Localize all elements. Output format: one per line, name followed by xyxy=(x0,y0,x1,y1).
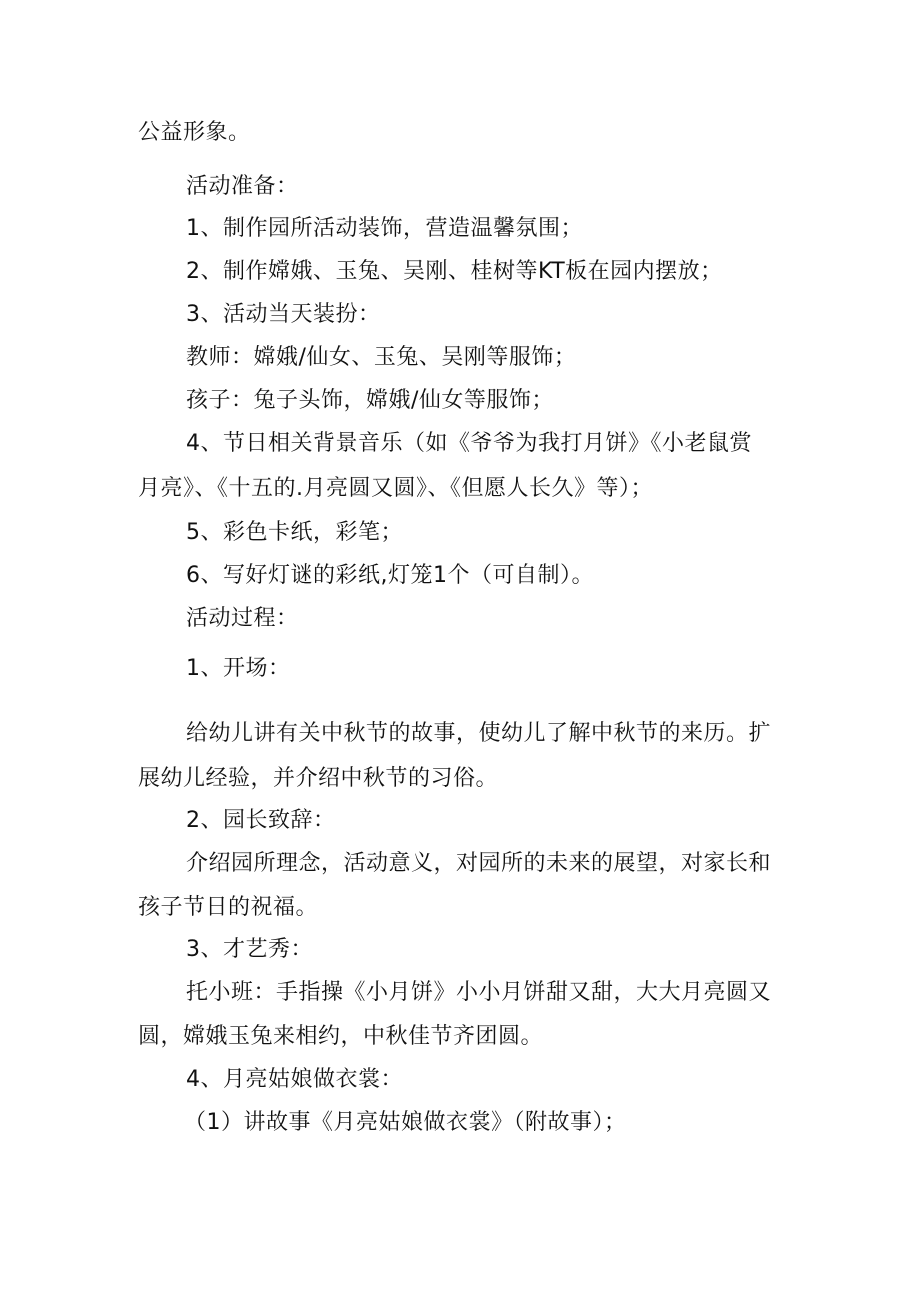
list-item: 3、活动当天装扮： xyxy=(186,302,381,327)
list-item: 3、才艺秀： xyxy=(186,937,313,962)
section-heading-preparation: 活动准备： xyxy=(186,174,299,199)
list-item: 1、制作园所活动装饰，营造温馨氛围； xyxy=(186,216,583,241)
text-line: 展幼儿经验，并介绍中秋节的习俗。 xyxy=(138,766,499,791)
text-line: 给幼儿讲有关中秋节的故事，使幼儿了解中秋节的来历。扩 xyxy=(186,721,772,746)
list-item: 6、写好灯谜的彩纸,灯笼1个（可自制）。 xyxy=(186,563,594,588)
list-item: 2、制作嫦娥、玉兔、吴刚、桂树等KT板在园内摆放； xyxy=(186,259,723,284)
list-item: 2、园长致辞： xyxy=(186,808,336,833)
section-heading-process: 活动过程： xyxy=(186,606,299,631)
text-line: 孩子：兔子头饰，嫦娥/仙女等服饰； xyxy=(186,388,554,413)
text-line: 圆，嫦娥玉兔来相约，中秋佳节齐团圆。 xyxy=(138,1024,544,1049)
list-item: 1、开场： xyxy=(186,656,291,681)
text-line: 月亮》、《十五的.月亮圆又圆》、《但愿人长久》等）； xyxy=(138,476,653,501)
text-line: 介绍园所理念，活动意义，对园所的未来的展望，对家长和 xyxy=(186,851,772,876)
list-item: 4、节日相关背景音乐（如《爷爷为我打月饼》《小老鼠赏 xyxy=(186,431,752,456)
text-line: 教师：嫦娥/仙女、玉兔、吴刚等服饰； xyxy=(186,345,577,370)
text-line: 孩子节日的祝福。 xyxy=(138,895,319,920)
text-line: 公益形象。 xyxy=(138,120,251,145)
text-line: 托小班：手指操《小月饼》小小月饼甜又甜，大大月亮圆又 xyxy=(186,980,772,1005)
list-item: 5、彩色卡纸，彩笔； xyxy=(186,520,403,545)
list-item: （1）讲故事《月亮姑娘做衣裳》（附故事）； xyxy=(184,1110,627,1135)
list-item: 4、月亮姑娘做衣裳： xyxy=(186,1067,403,1092)
